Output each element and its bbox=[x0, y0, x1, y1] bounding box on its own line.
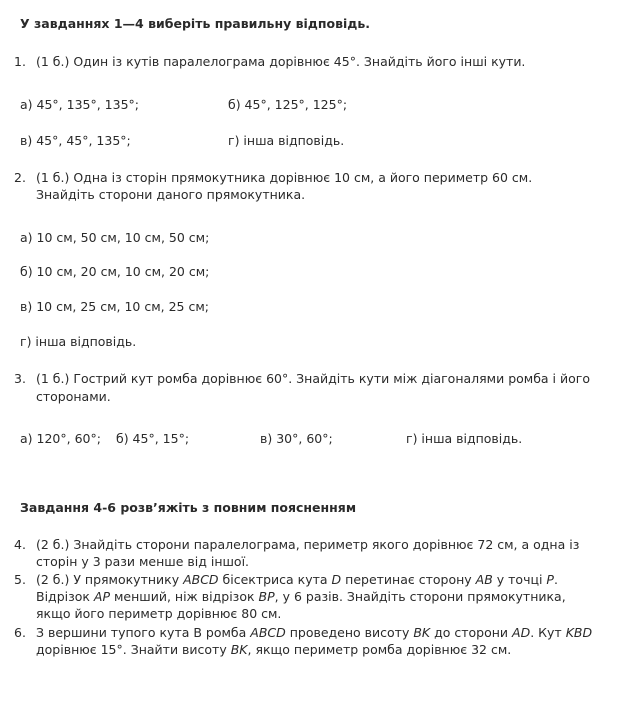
question-3-line-2: сторонами. bbox=[36, 389, 111, 404]
question-3-option-a: а) 120°, 60°; bbox=[20, 431, 101, 446]
question-2-option-c: в) 10 см, 25 см, 10 см, 25 см; bbox=[20, 299, 209, 314]
question-2-option-b: б) 10 см, 20 см, 10 см, 20 см; bbox=[20, 264, 210, 279]
question-1-text: (1 б.) Один із кутів паралелограма дорівнює 45°. Знайдіть його інші кути. bbox=[36, 54, 526, 69]
question-1-option-d: г) інша відповідь. bbox=[228, 133, 345, 148]
question-5-line-2: Відрізок AP менший, ніж відрізок BP, у 6 разів. Знайдіть сторони прямокутника, bbox=[36, 589, 566, 604]
question-4-line-1: (2 б.) Знайдіть сторони паралелограма, периметр якого дорівнює 72 см, а одна із bbox=[36, 537, 580, 552]
question-1-option-a: а) 45°, 135°, 135°; bbox=[20, 97, 139, 112]
question-5-line-1: (2 б.) У прямокутнику ABCD бісектриса кута D перетинає сторону AB у точці P. bbox=[36, 572, 558, 587]
question-6-number: 6. bbox=[14, 625, 26, 640]
question-2-line-1: (1 б.) Одна із сторін прямокутника дорівнює 10 см, а його периметр 60 см. bbox=[36, 170, 533, 185]
question-3-line-1: (1 б.) Гострий кут ромба дорівнює 60°. Знайдіть кути між діагоналями ромба і його bbox=[36, 371, 590, 386]
question-2-option-a: а) 10 см, 50 см, 10 см, 50 см; bbox=[20, 230, 210, 245]
question-3-number: 3. bbox=[14, 371, 26, 386]
question-1-option-c: в) 45°, 45°, 135°; bbox=[20, 133, 131, 148]
question-1-number: 1. bbox=[14, 54, 26, 69]
question-1-option-b: б) 45°, 125°, 125°; bbox=[228, 97, 348, 112]
question-3-option-d: г) інша відповідь. bbox=[406, 431, 523, 446]
question-2-option-d: г) інша відповідь. bbox=[20, 334, 137, 349]
question-2-line-2: Знайдіть сторони даного прямокутника. bbox=[36, 187, 306, 202]
question-6-line-2: дорівнює 15°. Знайти висоту BK, якщо периметр ромба дорівнює 32 см. bbox=[36, 642, 512, 657]
question-5-line-3: якщо його периметр дорівнює 80 см. bbox=[36, 606, 282, 621]
question-4-number: 4. bbox=[14, 537, 26, 552]
question-5-number: 5. bbox=[14, 572, 26, 587]
question-4-line-2: сторін у 3 рази менше від іншої. bbox=[36, 554, 250, 569]
section-title-choose: У завданнях 1—4 виберіть правильну відповідь. bbox=[20, 16, 371, 31]
question-6-line-1: З вершини тупого кута В ромба ABCD проведено висоту BK до сторони AD. Кут KBD bbox=[36, 625, 593, 640]
question-3-option-b: б) 45°, 15°; bbox=[116, 431, 190, 446]
section-title-explain: Завдання 4-6 розв’яжіть з повним поясненням bbox=[20, 500, 357, 515]
question-3-option-c: в) 30°, 60°; bbox=[260, 431, 333, 446]
question-2-number: 2. bbox=[14, 170, 26, 185]
